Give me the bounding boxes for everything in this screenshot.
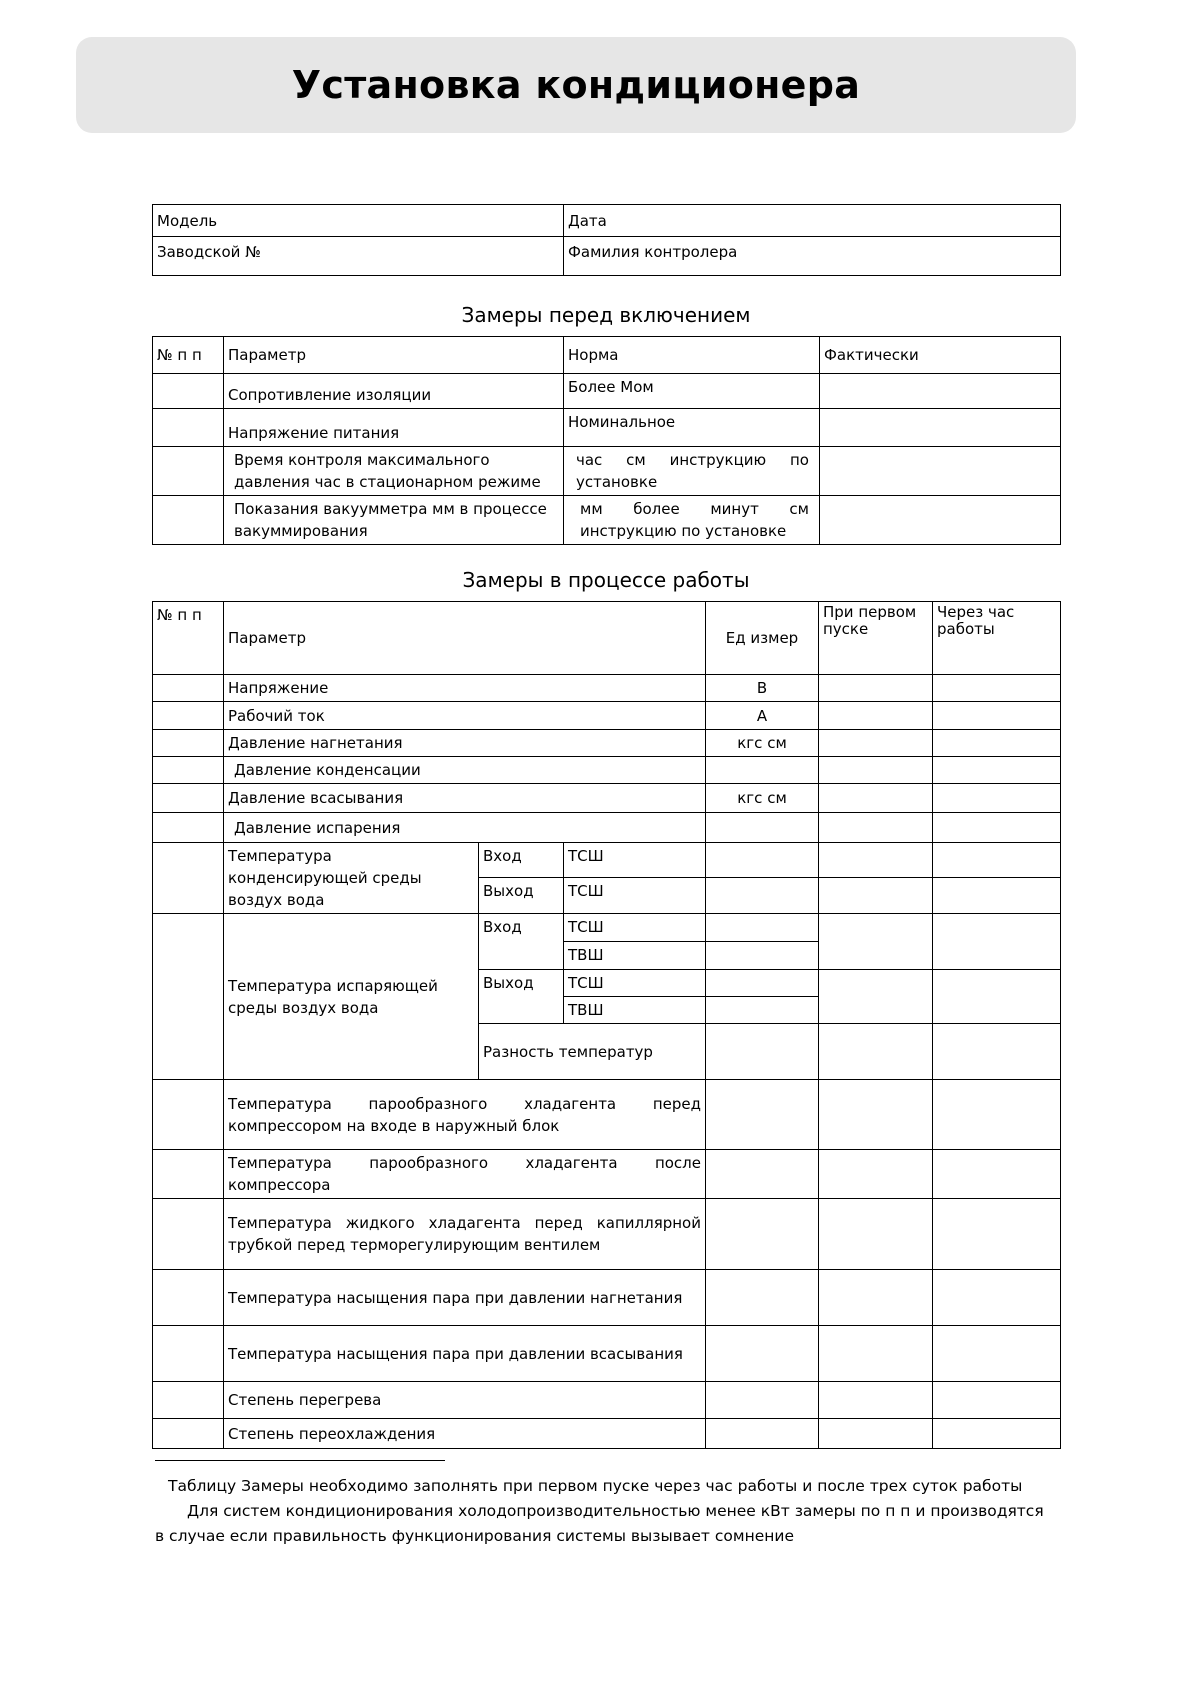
actual-cell[interactable] bbox=[820, 409, 1061, 447]
num-cell[interactable] bbox=[153, 447, 224, 496]
num-cell[interactable] bbox=[153, 409, 224, 447]
table-row bbox=[153, 757, 1061, 784]
param-cell: Температура жидкого хладагента перед капиллярной трубкой перед терморегулирующим вентилем bbox=[224, 1199, 706, 1270]
footnotes bbox=[155, 1474, 1055, 1549]
param-cell: Температура насыщения пара при давлении всасывания bbox=[224, 1326, 706, 1382]
table-row bbox=[153, 784, 1061, 813]
table-row bbox=[153, 447, 1061, 496]
param-cell: Рабочий ток bbox=[224, 702, 706, 730]
table-row bbox=[153, 813, 1061, 843]
table-row bbox=[153, 1326, 1061, 1382]
table-row bbox=[153, 1382, 1061, 1419]
table-row bbox=[153, 409, 1061, 447]
pre-start-table bbox=[152, 336, 1061, 545]
col-header-actual: Фактически bbox=[820, 337, 1061, 374]
date-cell[interactable]: Дата bbox=[564, 205, 1061, 237]
actual-cell[interactable] bbox=[820, 374, 1061, 409]
norm-cell: Более Мом bbox=[564, 374, 820, 409]
tsh-label: ТСШ bbox=[564, 843, 706, 878]
title-banner bbox=[76, 37, 1076, 133]
table-row bbox=[153, 1270, 1061, 1326]
col-header-unit: Ед измер bbox=[706, 602, 819, 675]
param-cell: Сопротивление изоляции bbox=[224, 374, 564, 409]
footnote-2: Для систем кондиционирования холодопроизводительностью менее кВт замеры по п п и производятся в случае если правильность функционирования системы вызывает сомнение bbox=[155, 1502, 1044, 1545]
col-header-after-hour: Через час работы bbox=[933, 602, 1061, 675]
operation-table bbox=[152, 601, 1061, 1449]
param-cell: Температура конденсирующей среды воздух вода bbox=[224, 843, 479, 914]
outlet-label: Выход bbox=[479, 970, 564, 1024]
table-row bbox=[153, 1199, 1061, 1270]
table-row bbox=[153, 374, 1061, 409]
tsh-label: ТСШ bbox=[564, 878, 706, 914]
footnote-divider bbox=[155, 1460, 445, 1461]
param-cell: Температура парообразного хладагента после компрессора bbox=[224, 1150, 706, 1199]
table-row bbox=[153, 914, 1061, 942]
norm-cell: мм более минут см инструкцию по установке bbox=[564, 496, 820, 545]
table-row bbox=[153, 843, 1061, 878]
col-header-param: Параметр bbox=[224, 337, 564, 374]
tvsh-label: ТВШ bbox=[564, 997, 706, 1024]
norm-cell: час см инструкцию по установке bbox=[564, 447, 820, 496]
unit-cell: кгс см bbox=[706, 784, 819, 813]
unit-cell: кгс см bbox=[706, 730, 819, 757]
col-header-num: № п п bbox=[153, 602, 224, 675]
table-row bbox=[153, 675, 1061, 702]
unit-cell: В bbox=[706, 675, 819, 702]
num-cell[interactable] bbox=[153, 496, 224, 545]
temp-diff-label: Разность температур bbox=[479, 1024, 706, 1080]
param-cell: Температура испаряющей среды воздух вода bbox=[224, 914, 479, 1080]
serial-cell[interactable]: Заводской № bbox=[153, 237, 564, 276]
section2-title: Замеры в процессе работы bbox=[462, 568, 750, 592]
param-cell: Напряжение bbox=[224, 675, 706, 702]
inlet-label: Вход bbox=[479, 914, 564, 970]
param-cell: Давление нагнетания bbox=[224, 730, 706, 757]
outlet-label: Выход bbox=[479, 878, 564, 914]
model-cell[interactable]: Модель bbox=[153, 205, 564, 237]
header-table bbox=[152, 204, 1061, 276]
col-header-param: Параметр bbox=[224, 602, 706, 675]
col-header-norm: Норма bbox=[564, 337, 820, 374]
param-cell: Показания вакуумметра мм в процессе вакуммирования bbox=[224, 496, 564, 545]
table-row bbox=[153, 730, 1061, 757]
table-row bbox=[153, 1419, 1061, 1449]
param-cell: Давление всасывания bbox=[224, 784, 706, 813]
footnote-1: Таблицу Замеры необходимо заполнять при первом пуске через час работы и после трех суток работы bbox=[168, 1477, 1023, 1495]
tvsh-label: ТВШ bbox=[564, 942, 706, 970]
col-header-num: № п п bbox=[153, 337, 224, 374]
actual-cell[interactable] bbox=[820, 496, 1061, 545]
param-cell: Давление испарения bbox=[224, 813, 706, 843]
col-header-first-start: При первом пуске bbox=[819, 602, 933, 675]
section1-title: Замеры перед включением bbox=[461, 303, 751, 327]
param-cell: Степень переохлаждения bbox=[224, 1419, 706, 1449]
table-row bbox=[153, 1080, 1061, 1150]
table-row bbox=[153, 702, 1061, 730]
unit-cell: А bbox=[706, 702, 819, 730]
param-cell: Напряжение питания bbox=[224, 409, 564, 447]
table-row bbox=[153, 496, 1061, 545]
inspector-cell[interactable]: Фамилия контролера bbox=[564, 237, 1061, 276]
num-cell[interactable] bbox=[153, 374, 224, 409]
table-row bbox=[153, 1150, 1061, 1199]
param-cell: Степень перегрева bbox=[224, 1382, 706, 1419]
tsh-label: ТСШ bbox=[564, 914, 706, 942]
norm-cell: Номинальное bbox=[564, 409, 820, 447]
tsh-label: ТСШ bbox=[564, 970, 706, 997]
param-cell: Время контроля максимального давления час в стационарном режиме bbox=[224, 447, 564, 496]
param-cell: Давление конденсации bbox=[224, 757, 706, 784]
page-title: Установка кондиционера bbox=[291, 63, 861, 107]
param-cell: Температура парообразного хладагента перед компрессором на входе в наружный блок bbox=[224, 1080, 706, 1150]
param-cell: Температура насыщения пара при давлении нагнетания bbox=[224, 1270, 706, 1326]
inlet-label: Вход bbox=[479, 843, 564, 878]
actual-cell[interactable] bbox=[820, 447, 1061, 496]
